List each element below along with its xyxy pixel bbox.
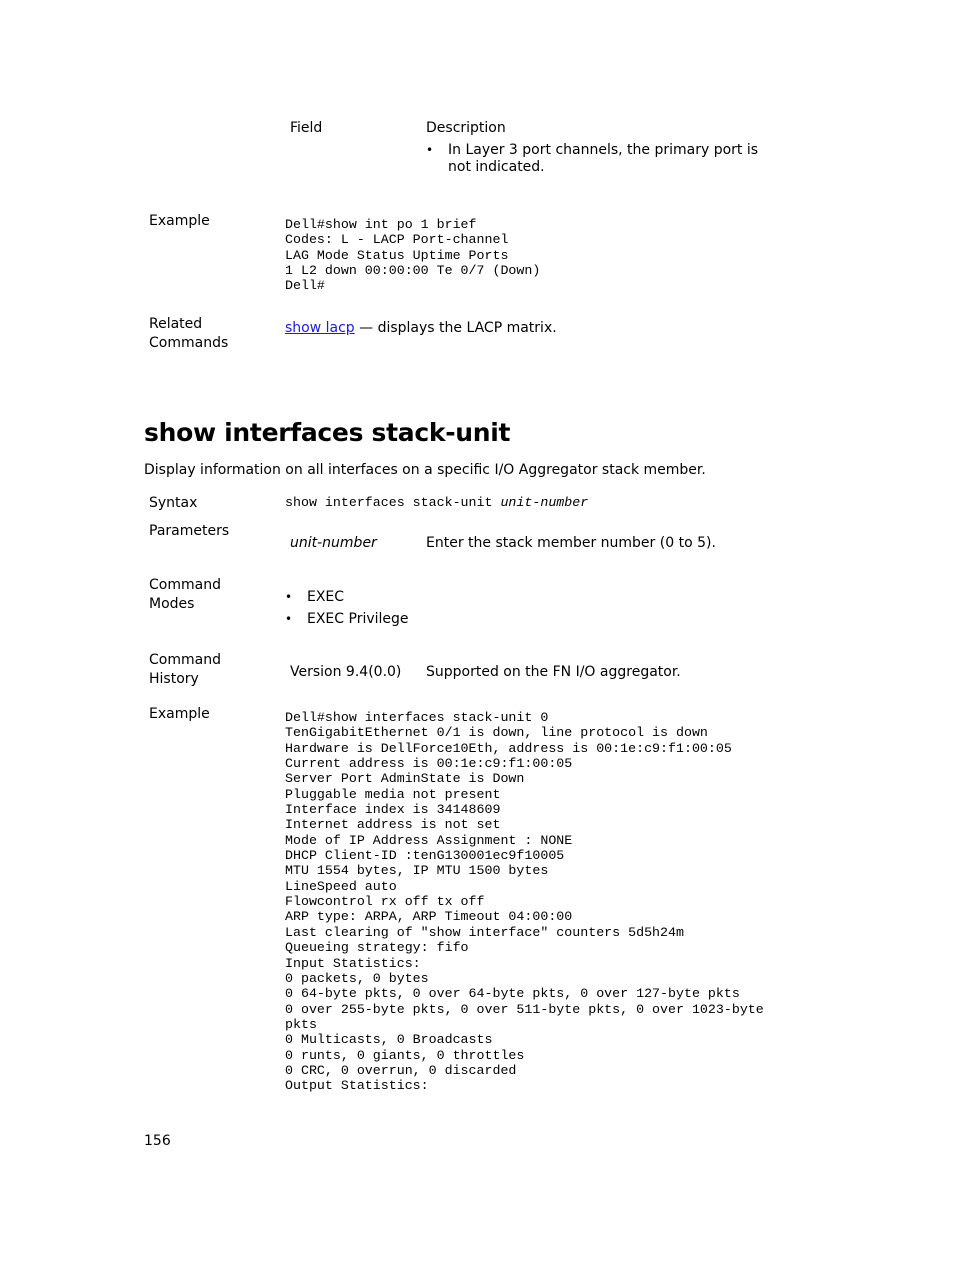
related-commands-text (285, 320, 557, 337)
table-header-field: Field (290, 120, 323, 136)
table-header-description: Description (426, 120, 506, 136)
history-version: Version 9.4(0.0) (290, 664, 402, 680)
history-label-line1: Command (149, 652, 221, 668)
example-code-block: Dell#show int po 1 brief Codes: L - LACP Port-channel LAG Mode Status Uptime Ports 1 L2 down 00:00:00 Te 0/7 (Down) Dell# (285, 217, 541, 294)
example-label: Example (149, 706, 210, 722)
section-title: show interfaces stack-unit (144, 418, 511, 447)
history-description: Supported on the FN I/O aggregator. (426, 664, 681, 680)
related-commands-label (149, 315, 274, 353)
related-label-line1: Related (149, 316, 203, 332)
syntax-command-text: show interfaces stack-unit (285, 495, 501, 510)
bullet-icon: • (426, 143, 434, 157)
parameters-label: Parameters (149, 523, 230, 539)
command-modes-label (149, 576, 274, 614)
mode-item (285, 589, 344, 606)
mode-item (285, 611, 409, 628)
modes-label-line1: Command (149, 577, 221, 593)
parameter-description: Enter the stack member number (0 to 5). (426, 535, 716, 551)
related-label-line2: Commands (149, 335, 229, 351)
command-history-label (149, 651, 274, 689)
bullet-icon: • (285, 590, 293, 604)
bullet-icon: • (285, 612, 293, 626)
mode-item-text: EXEC (307, 589, 345, 605)
syntax-arg: unit-number (500, 495, 589, 510)
parameter-name: unit-number (290, 535, 377, 551)
syntax-command (285, 495, 588, 510)
show-lacp-link[interactable]: show lacp (285, 320, 355, 336)
bullet-text: In Layer 3 port channels, the primary port is not indicated. (448, 142, 759, 175)
mode-item-text: EXEC Privilege (307, 611, 409, 627)
modes-label-line2: Modes (149, 596, 195, 612)
related-desc: — displays the LACP matrix. (354, 320, 557, 336)
example-code-block: Dell#show interfaces stack-unit 0 TenGigabitEthernet 0/1 is down, line protocol is down Hardware is DellForce10Eth, address is 00:1e:c9:f1:00:05 Current address is 00:1e:c9:f1:00:05 Server Port AdminState is Down Pluggable media not present Interface index is 34148609 Internet address is not set Mode of IP Address Assignment : NONE DHCP Client-ID :tenG130001ec9f10005 MTU 1554 bytes, IP MTU 1500 bytes LineSpeed auto Flowcontrol rx off tx off ARP type: ARPA, ARP Timeout 04:00:00 Last clearing of "show interface" counters 5d5h24m Queueing strategy: fifo Input Statistics: 0 packets, 0 bytes 0 64-byte pkts, 0 over 64-byte pkts, 0 over 127-byte pkts 0 over 255-byte pkts, 0 over 511-byte pkts, 0 over 1023-byte pkts 0 Multicasts, 0 Broadcasts 0 runts, 0 giants, 0 throttles 0 CRC, 0 overrun, 0 discarded Output Statistics: (285, 710, 764, 1094)
syntax-label: Syntax (149, 495, 198, 511)
history-label-line2: History (149, 671, 199, 687)
page-number: 156 (144, 1133, 171, 1149)
table-description-bullet (426, 142, 776, 176)
section-intro: Display information on all interfaces on a specific I/O Aggregator stack member. (144, 462, 706, 478)
example-label: Example (149, 213, 210, 229)
